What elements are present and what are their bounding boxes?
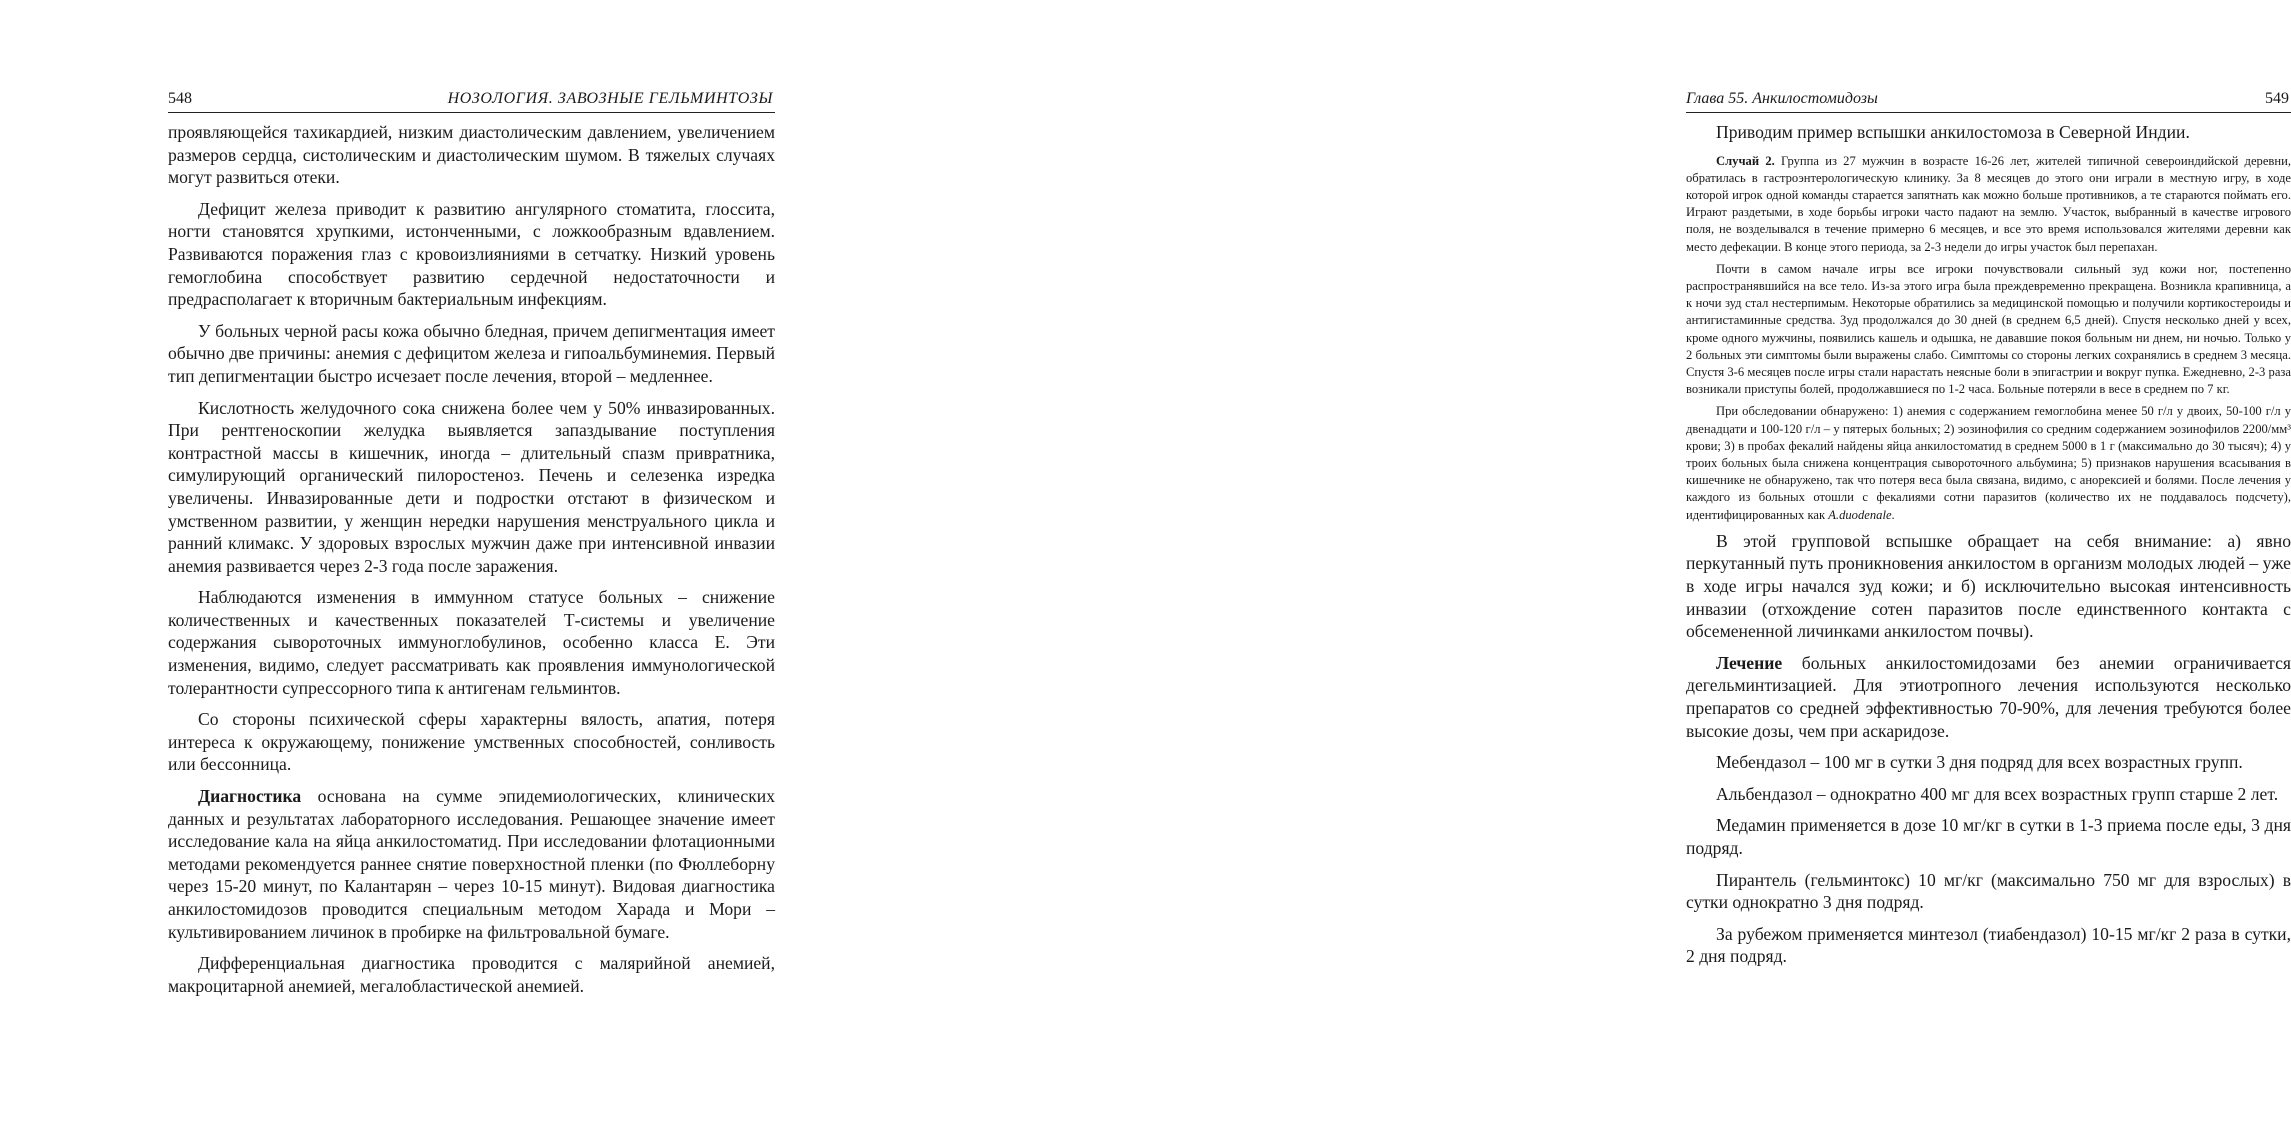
drug-paragraph: Пирантель (гельминтокс) 10 мг/кг (максимально 750 мг для взрослых) в сутки однократно 3 дня подряд. [1686, 869, 2291, 913]
paragraph: Наблюдаются изменения в иммунном статусе больных – снижение количественных и качественных показателей Т-системы и увеличение содержания сывороточных иммуноглобулинов, особенно класса E. Эти изменения, видимо, следует рассматривать как проявления иммунологической толерантности супрессорного типа к антигенам гельминтов. [168, 587, 775, 698]
drug-paragraph: Мебендазол – 100 мг в сутки 3 дня подряд для всех возрастных групп. [1716, 752, 2243, 773]
left-body [168, 121, 775, 1006]
paragraph: У больных черной расы кожа обычно бледная, причем депигментация имеет обычно две причины: анемия с дефицитом железа и гипоальбуминемия. Первый тип депигментации быстро исчезает после лечения, второй – медленнее. [168, 320, 775, 386]
left-page [0, 0, 800, 1133]
paragraph: проявляющейся тахикардией, низким диастолическим давлением, увеличением размеров сердца, систолическим и диастолическим шумом. В тяжелых случаях могут развиться отеки. [168, 122, 775, 188]
species-name: A.duodenale [1828, 507, 1892, 522]
right-page-number: 549 [2265, 90, 2289, 107]
right-page [800, 0, 2291, 1133]
paragraph: Со стороны психической сферы характерны вялость, апатия, потеря интереса к окружающему, понижение умственных способностей, сонливость или бессонница. [168, 709, 775, 775]
drug-paragraph: За рубежом применяется минтезол (тиабендазол) 10-15 мг/кг 2 раза в сутки, 2 дня подряд. [1686, 923, 2291, 967]
drug-paragraph: Альбендазол – однократно 400 мг для всех возрастных групп старше 2 лет. [1716, 783, 2279, 804]
diagnostics-text: основана на сумме эпидемиологических, клинических данных и результатах лабораторного исследования. Решающее значение имеет исследование кала на яйца анкилостоматид. При исследовании флотационными методами рекомендуется раннее снятие поверхностной пленки (по Фюллеборну через 15-20 минут, по Калантарян – через 10-15 минут). Видовая диагностика анкилостомидозов проводится специальным методом Харада и Мори – культивированием личинок в пробирке на фильтровальной бумаге. [168, 786, 775, 942]
paragraph: Дифференциальная диагностика проводится с малярийной анемией, макроцитарной анемией, мегалобластической анемией. [168, 953, 775, 996]
case-study [1686, 153, 2291, 524]
treatment-paragraph [1686, 652, 2291, 742]
case-text: При обследовании обнаружено: 1) анемия с содержанием гемоглобина менее 50 г/л у двоих, 50-100 г/л у двенадцати и 100-120 г/л – у пятерых больных; 2) эозинофилия со средним содержанием эозинофилов 2200/мм³ крови; 3) в пробах фекалий найдены яйца анкилостоматид в среднем 5000 в 1 г (максимально до 30 тысяч); 4) у троих больных была снижена концентрация сывороточного альбумина; 5) признаков нарушения всасывания в кишечнике не обнаружено, так что потеря веса была связана, видимо, с анорексией и болями. После лечения у каждого из больных отошли с фекалиями сотни паразитов (количество их не поддавалось подсчету), идентифицированных как [1686, 404, 2291, 522]
diagnostics-heading: Диагностика [198, 786, 302, 807]
case-text: Группа из 27 мужчин в возрасте 16-26 лет, жителей типичной североиндийской деревни, обратилась в гастроэнтерологическую клинику. За 8 месяцев до этого они играли в местную игру, в ходе которой игрок одной команды старается запятнать как можно больше противников, а те стараются поймать его. Играют раздетыми, в ходе борьбы игроки часто падают на землю. Участок, выбранный в качестве игрового поля, не возделывался в течение примерно 6 месяцев, и все это время использовался жителями деревни как место дефекации. В конце этого периода, за 2-3 недели до игры участок был перепахан. [1686, 153, 2291, 254]
right-body [1686, 121, 2291, 977]
paragraph: Кислотность желудочного сока снижена более чем у 50% инвазированных. При рентгеноскопии желудка выявляется запаздывание поступления контрастной массы в кишечник, иногда – длительный спазм привратника, симулирующий органический пилоростеноз. Печень и селезенка изредка увеличены. Инвазированные дети и подростки отстают в физическом и умственном развитии, у женщин нередки нарушения менструального цикла и ранний климакс. У здоровых взрослых мужчин даже при интенсивной инвазии анемия развивается через 2-3 года после заражения. [168, 397, 775, 576]
case-heading: Случай 2. [1716, 153, 1775, 168]
treatment-text: больных анкилостомидозами без анемии ограничивается дегельминтизацией. Для этиотропного лечения используются несколько препаратов со средней эффективностью 70-90%, для лечения требуются более высокие дозы, чем при аскаридозе. [1686, 652, 2291, 741]
paragraph: В этой групповой вспышке обращает на себя внимание: а) явно перкутанный путь проникновения анкилостом в организм молодых людей – уже в ходе игры начался зуд кожи; и б) исключительно высокая интенсивность инвазии (отхождение сотен паразитов после единственного контакта с обсемененной личинками анкилостом почвы). [1686, 530, 2291, 642]
right-running-head [1686, 88, 2291, 113]
diagnostics-paragraph [168, 785, 775, 943]
paragraph: Дефицит железа приводит к развитию ангулярного стоматита, глоссита, ногти становятся хрупкими, истонченными, с ложкообразным вдавлением. Развиваются поражения глаз с кровоизлияниями в сетчатку. Низкий уровень гемоглобина способствует развитию сердечной недостаточности и предрасполагает к вторичным бактериальным инфекциям. [168, 198, 775, 310]
left-running-head [168, 88, 775, 113]
case-paragraph [1686, 403, 2291, 523]
right-running-title: Глава 55. Анкилостомидозы [1686, 90, 1878, 107]
case-text-end: . [1891, 507, 1895, 522]
case-paragraph [1686, 153, 2291, 256]
intro-paragraph: Приводим пример вспышки анкилостомоза в Северной Индии. [1716, 122, 2190, 142]
drug-paragraph: Медамин применяется в дозе 10 мг/кг в сутки в 1-3 приема после еды, 3 дня подряд. [1686, 815, 2291, 858]
left-running-title: НОЗОЛОГИЯ. ЗАВОЗНЫЕ ГЕЛЬМИНТОЗЫ [447, 90, 773, 107]
left-page-number: 548 [168, 90, 192, 107]
treatment-heading: Лечение [1716, 652, 1783, 673]
case-paragraph: Почти в самом начале игры все игроки почувствовали сильный зуд кожи ног, постепенно распространявшийся на все тело. Из-за этого игра была преждевременно прекращена. Возникла крапивница, а к ночи зуд стал нестерпимым. Некоторые обратились за медицинской помощью и получили кортикостероиды и антигистаминные средства. Зуд продолжался до 30 дней (в среднем 6,5 дней). Спустя несколько дней у всех, кроме одного мужчины, появились кашель и одышка, не дававшие покоя больным ни днем, ни ночью. Только у 2 больных эти симптомы были выражены слабо. Симптомы со стороны легких сохранялись в среднем 3 месяца. Спустя 3-6 месяцев после игры стали нарастать неясные боли в эпигастрии и вокруг пупка. Ежедневно, 2-3 раза возникали приступы болей, продолжавшиеся по 1-2 часа. Больные потеряли в весе в среднем по 7 кг. [1686, 261, 2291, 397]
